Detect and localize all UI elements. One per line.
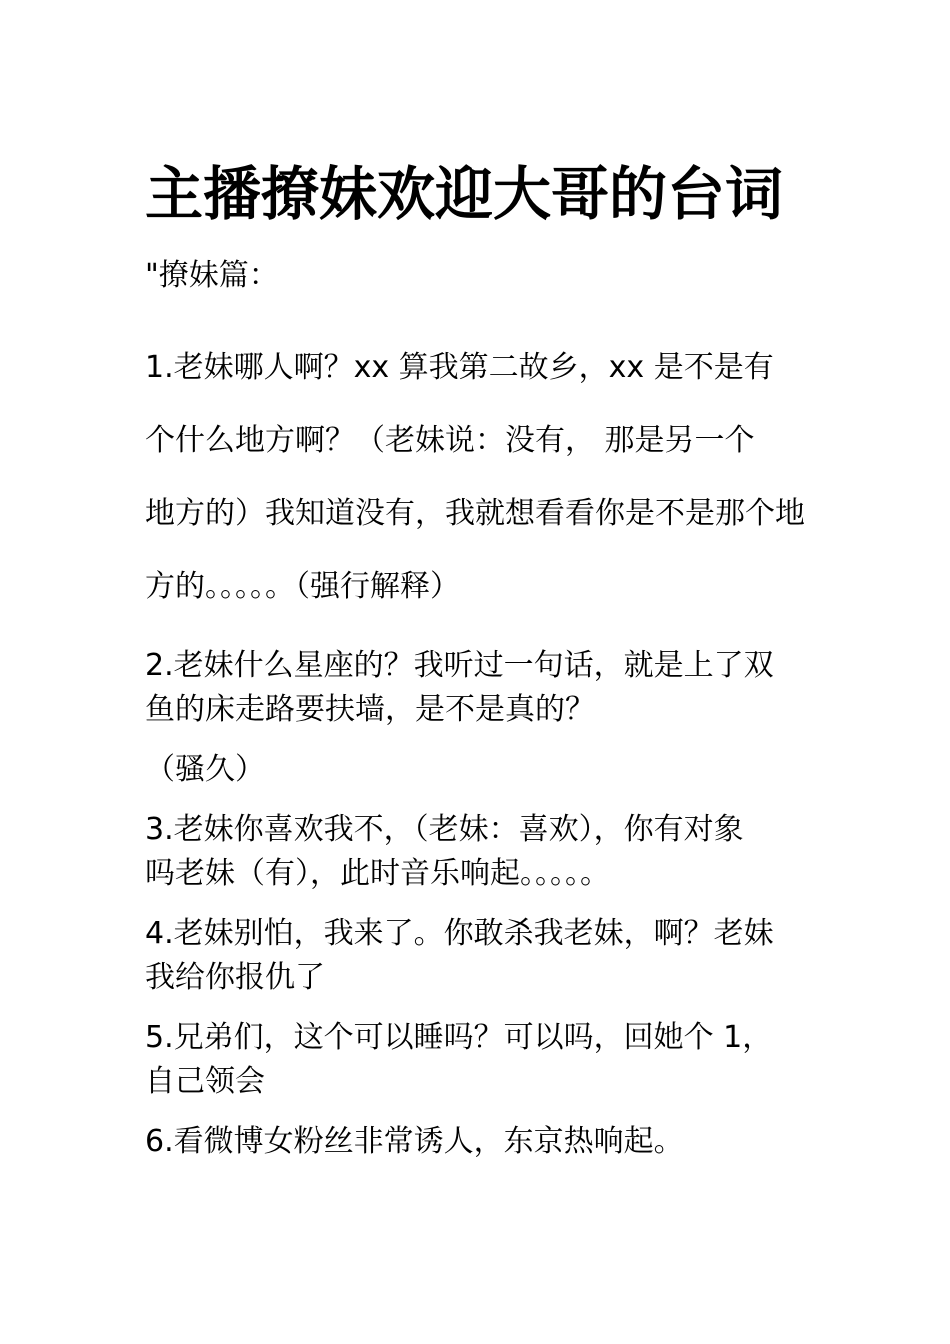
list-item-line: 4.老妹别怕，我来了。你敢杀我老妹，啊？老妹 (145, 916, 774, 951)
list-item-line: 2.老妹什么星座的？我听过一句话，就是上了双 (145, 648, 774, 683)
list-item-line: 我给你报仇了 (145, 960, 325, 995)
list-item-6 (145, 1120, 845, 1164)
list-item-line: 自己领会 (145, 1064, 265, 1099)
section-heading-text: "撩妹篇： (145, 258, 279, 293)
list-item-line: 鱼的床走路要扶墙，是不是真的？ (145, 692, 595, 727)
list-item-line: 方的。。。。。（强行解释） (145, 569, 460, 604)
list-item-4 (145, 912, 845, 1000)
list-item-3 (145, 808, 845, 896)
list-item-line: 5.兄弟们，这个可以睡吗？可以吗，回她个 1， (145, 1020, 773, 1055)
list-item-line: 地方的）我知道没有，我就想看看你是不是那个地 (145, 496, 805, 531)
list-item-2 (145, 644, 845, 792)
list-item-line: 吗老妹（有），此时音乐响起。。。。。 (145, 856, 610, 891)
list-item-line: 6.看微博女粉丝非常诱人，东京热响起。 (145, 1124, 684, 1159)
page-title: 主播撩妹欢迎大哥的台词 (145, 160, 784, 228)
list-item-line: （骚久） (145, 752, 265, 787)
list-item-5 (145, 1016, 845, 1104)
section-heading (145, 254, 845, 298)
list-item-line: 3.老妹你喜欢我不，（老妹：喜欢），你有对象 (145, 812, 744, 847)
list-item-line: 1.老妹哪人啊？xx 算我第二故乡，xx 是不是有 (145, 350, 774, 385)
list-item-line: 个什么地方啊？（老妹说：没有， 那是另一个 (145, 423, 755, 458)
